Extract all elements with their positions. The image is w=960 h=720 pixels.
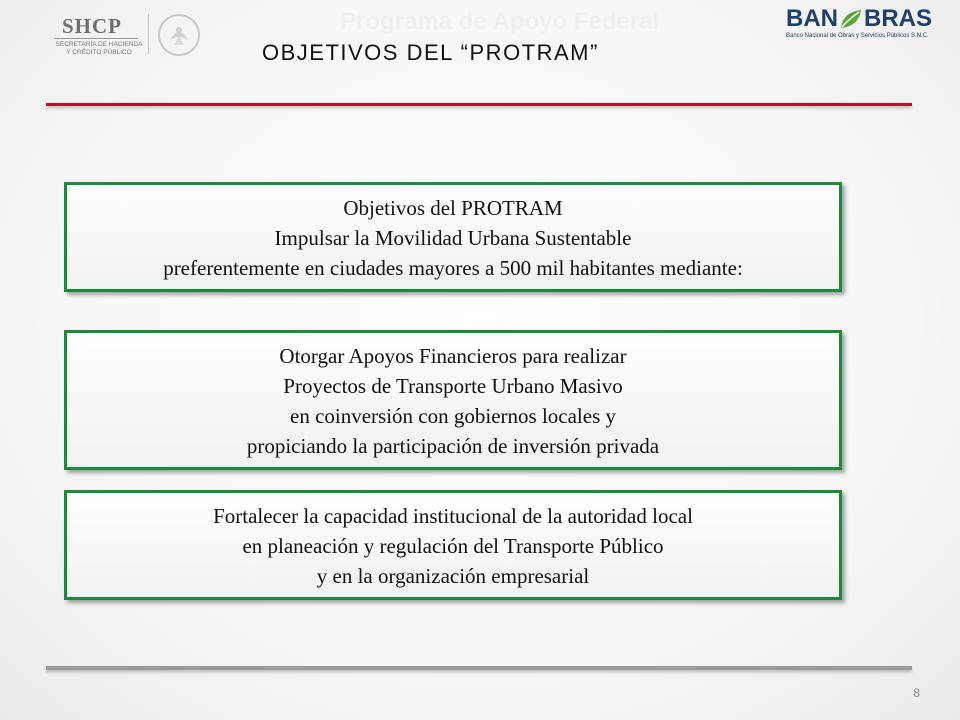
shcp-subtitle [54,41,144,57]
header-rule [46,103,912,106]
logo-divider [148,14,149,54]
objective-box-intro [64,182,842,292]
slide-header [0,0,960,100]
footer-rule [46,666,912,670]
objective-box-financing [64,330,842,470]
banobras-logo [786,5,933,46]
box-line: Proyectos de Transporte Urbano Masivo [283,374,623,398]
objective-box-institutional [64,490,842,600]
shcp-title: SHCP [62,14,123,38]
leaf-icon [839,8,863,30]
shcp-subtitle-line2: Y CRÉDITO PÚBLICO [66,49,132,56]
shcp-wordmark [46,10,146,58]
banobras-word-right: BRAS [864,5,933,32]
banobras-word-left: BAN [786,5,838,32]
shcp-subtitle-line1: SECRETARÍA DE HACIENDA [55,41,143,48]
box-line: Fortalecer la capacidad institucional de la autoridad local [213,504,693,528]
box-line: en planeación y regulación del Transporte Público [242,534,664,558]
box-line: preferentemente en ciudades mayores a 500 mil habitantes mediante: [163,256,743,280]
shcp-logo [46,10,236,60]
mexico-coat-of-arms-icon [156,12,202,58]
shcp-rule [54,38,138,39]
box-line: propiciando la participación de inversión privada [246,434,660,458]
box-line: Objetivos del PROTRAM [343,196,563,220]
box-line: y en la organización empresarial [316,564,590,588]
banobras-subtitle: Banco Nacional de Obras y Servicios Públicos S.N.C. [786,33,929,39]
page-title: OBJETIVOS DEL “PROTRAM” [262,40,599,65]
box-line: en coinversión con gobiernos locales y [290,404,616,428]
banobras-wordmark [786,6,932,32]
box-line: Otorgar Apoyos Financieros para realizar [279,344,627,368]
page-number: 8 [913,686,920,700]
box-line: Impulsar la Movilidad Urbana Sustentable [274,226,632,250]
ghost-title: Programa de Apoyo Federal [340,8,660,35]
